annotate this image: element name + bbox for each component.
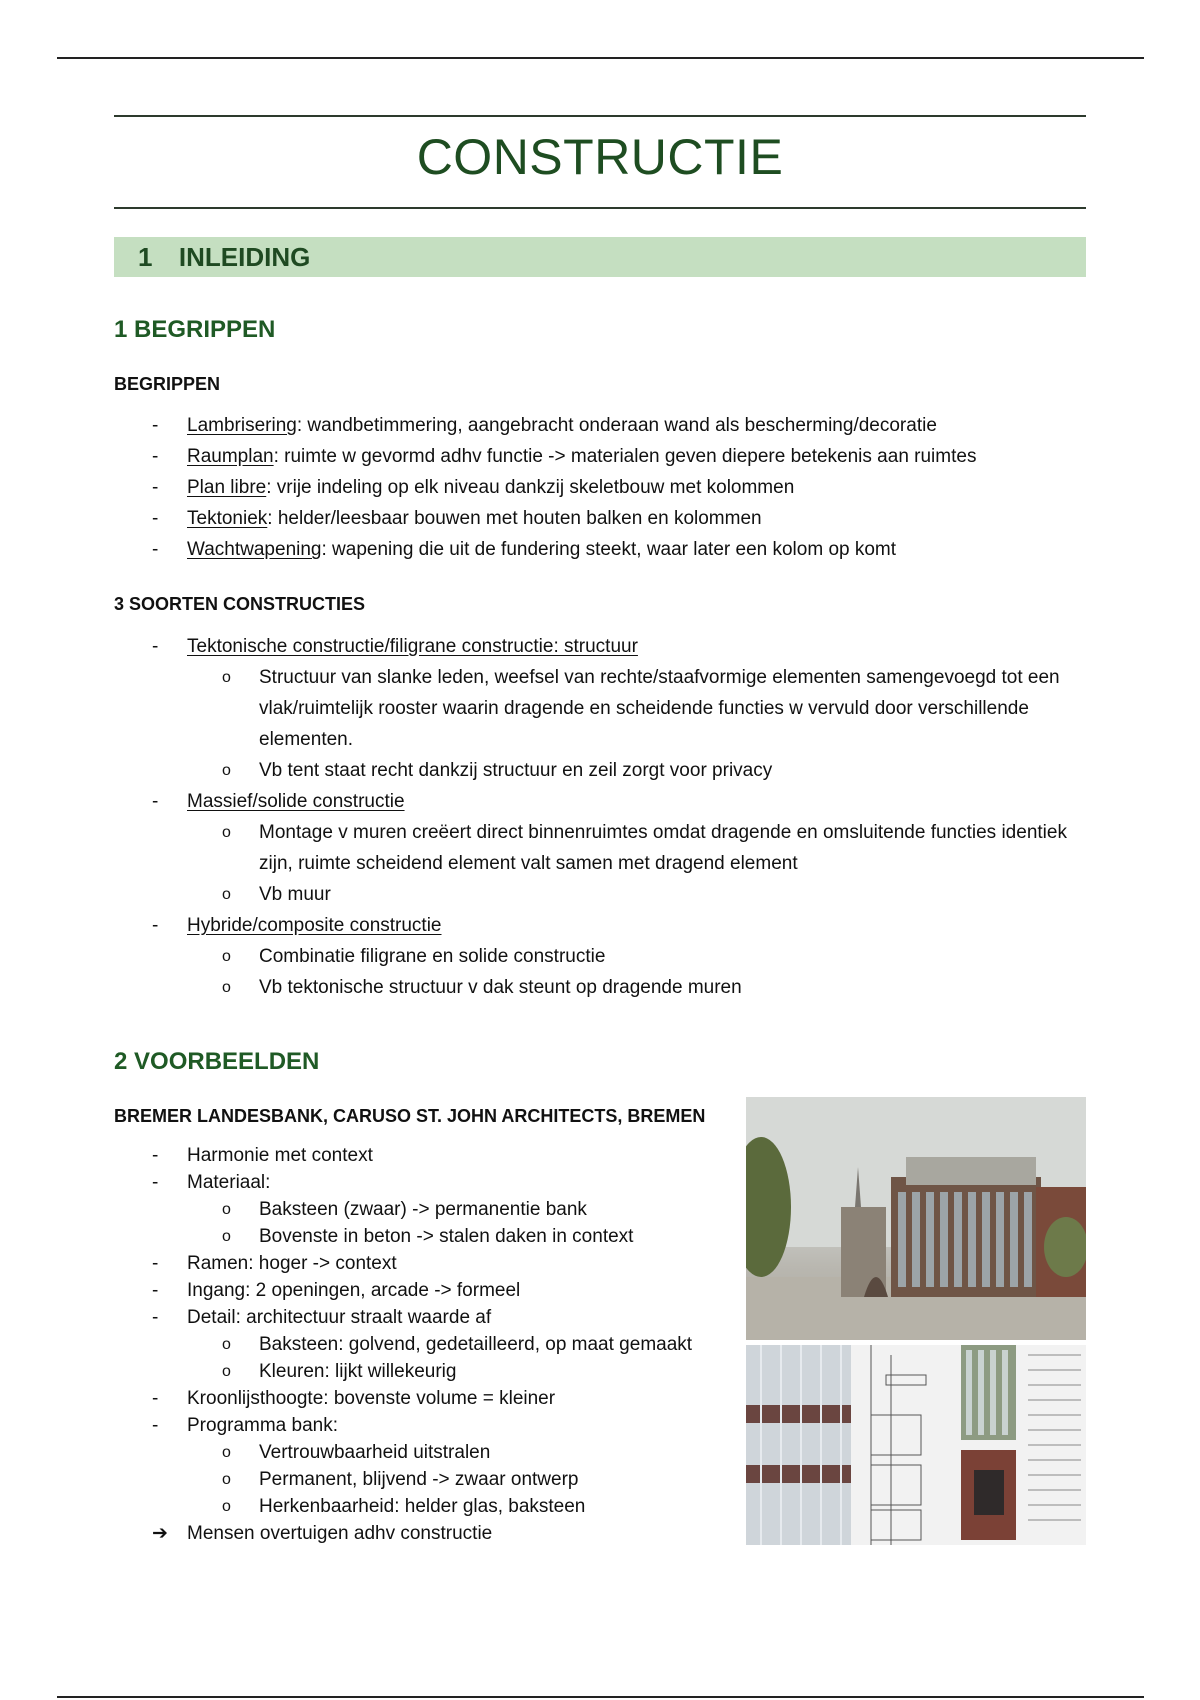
section-heading-inleiding xyxy=(114,237,1086,277)
definition: : ruimte w gevormd adhv functie -> materialen geven diepere betekenis aan ruimtes xyxy=(273,446,977,467)
item-text xyxy=(187,472,1086,503)
circle-bullet: o xyxy=(222,1336,231,1353)
conclusion-item xyxy=(114,1520,734,1547)
construction-type: Tektonische constructie/filigrane constructie: structuur xyxy=(187,636,638,657)
definition: : wandbetimmering, aangebracht onderaan wand als bescherming/decoratie xyxy=(296,415,937,436)
item-text xyxy=(187,534,1086,565)
definition: : wapening die uit de fundering steekt, waar later een kolom op komt xyxy=(321,539,897,560)
list-item xyxy=(114,786,1086,910)
list-item xyxy=(114,1385,734,1412)
page-top-rule xyxy=(57,57,1144,59)
dash-bullet: - xyxy=(152,1253,159,1274)
dash-bullet: - xyxy=(152,1415,159,1436)
sub-list-item xyxy=(114,879,1086,910)
sub-list-item xyxy=(114,972,1086,1003)
sub-list-item xyxy=(114,1223,734,1250)
sub-item-text: Bovenste in beton -> stalen daken in context xyxy=(259,1226,634,1247)
sub-list xyxy=(114,662,1086,786)
sub-item-text: Vb muur xyxy=(259,884,331,905)
circle-bullet: o xyxy=(222,948,231,965)
term: Tektoniek xyxy=(187,508,268,529)
construction-type: Hybride/composite constructie xyxy=(187,915,442,936)
sub-list-item xyxy=(114,941,1086,972)
sub-item-text: Kleuren: lijkt willekeurig xyxy=(259,1361,457,1382)
dash-bullet: - xyxy=(152,791,159,812)
sub-list xyxy=(114,817,1086,910)
dash-bullet: - xyxy=(152,1280,159,1301)
sub-list xyxy=(114,941,1086,1003)
conclusion-text: Mensen overtuigen adhv constructie xyxy=(187,1523,493,1544)
sub-item-text: Vb tent staat recht dankzij structuur en zeil zorgt voor privacy xyxy=(259,760,773,781)
item-text: Ingang: 2 openingen, arcade -> formeel xyxy=(187,1280,521,1301)
subheading-begrippen: BEGRIPPEN xyxy=(114,374,221,394)
sub-list-item xyxy=(114,1466,734,1493)
dash-bullet: - xyxy=(152,636,159,657)
circle-bullet: o xyxy=(222,1471,231,1488)
sub-list-item xyxy=(114,1358,734,1385)
list-item xyxy=(114,1142,734,1169)
heading-begrippen: 1 BEGRIPPEN xyxy=(114,316,276,343)
dash-bullet: - xyxy=(152,1172,159,1193)
sub-list-item xyxy=(114,1196,734,1223)
subheading-soorten: 3 SOORTEN CONSTRUCTIES xyxy=(114,594,366,614)
item-title xyxy=(187,910,1086,941)
document-title: CONSTRUCTIE xyxy=(416,129,784,185)
sub-item-text: Baksteen (zwaar) -> permanentie bank xyxy=(259,1199,587,1220)
item-title xyxy=(187,786,1086,817)
term: Plan libre xyxy=(187,477,267,498)
sub-list xyxy=(114,1331,734,1385)
section-number: 1 xyxy=(138,241,153,272)
begrippen-list xyxy=(114,410,1086,565)
item-text: Detail: architectuur straalt waarde af xyxy=(187,1307,492,1328)
sub-list xyxy=(114,1196,734,1250)
sub-item-text: Vb tektonische structuur v dak steunt op dragende muren xyxy=(259,977,742,998)
sub-list-item xyxy=(114,817,1086,879)
dash-bullet: - xyxy=(152,915,159,936)
list-item xyxy=(114,503,1086,534)
circle-bullet: o xyxy=(222,1498,231,1515)
title-rule-top xyxy=(114,115,1086,117)
dash-bullet: - xyxy=(152,415,159,436)
building-photo xyxy=(746,1097,1086,1340)
list-item xyxy=(114,534,1086,565)
definition: : vrije indeling op elk niveau dankzij skeletbouw met kolommen xyxy=(266,477,795,498)
term: Wachtwapening xyxy=(187,539,322,560)
arrow-icon: ➔ xyxy=(152,1523,168,1544)
circle-bullet: o xyxy=(222,979,231,996)
sub-item-text: Vertrouwbaarheid uitstralen xyxy=(259,1442,491,1463)
item-title xyxy=(187,631,1086,662)
item-text: Materiaal: xyxy=(187,1172,271,1193)
list-item xyxy=(114,410,1086,441)
sub-item-text: Baksteen: golvend, gedetailleerd, op maat gemaakt xyxy=(259,1334,693,1355)
list-item xyxy=(114,1250,734,1277)
sub-item-text: Montage v muren creëert direct binnenruimtes omdat dragende en omsluitende functies identiek zijn, ruimte scheidend element valt samen met dragend element xyxy=(259,822,1067,874)
item-text: Harmonie met context xyxy=(187,1145,373,1166)
circle-bullet: o xyxy=(222,1363,231,1380)
circle-bullet: o xyxy=(222,1228,231,1245)
dash-bullet: - xyxy=(152,477,159,498)
item-text xyxy=(187,410,1086,441)
list-item xyxy=(114,441,1086,472)
term: Raumplan xyxy=(187,446,274,467)
circle-bullet: o xyxy=(222,762,231,779)
sub-item-text: Herkenbaarheid: helder glas, baksteen xyxy=(259,1496,586,1517)
sub-item-text: Combinatie filigrane en solide constructie xyxy=(259,946,606,967)
sub-list-item xyxy=(114,1439,734,1466)
construction-type: Massief/solide constructie xyxy=(187,791,405,812)
list-item xyxy=(114,1304,734,1385)
dash-bullet: - xyxy=(152,1307,159,1328)
section-label: INLEIDING xyxy=(178,241,311,272)
sub-list-item xyxy=(114,1331,734,1358)
list-item xyxy=(114,1169,734,1250)
definition: : helder/leesbaar bouwen met houten balken en kolommen xyxy=(267,508,762,529)
sub-list-item xyxy=(114,755,1086,786)
facade-detail-drawings xyxy=(746,1345,1086,1545)
page-bottom-rule xyxy=(57,1696,1144,1698)
dash-bullet: - xyxy=(152,1388,159,1409)
sub-item-text: Structuur van slanke leden, weefsel van rechte/staafvormige elementen samengevoegd tot een vlak/ruimtelijk rooster waarin dragende en scheidende functies w vervuld door verschillende elementen. xyxy=(259,667,1060,750)
sub-list-item xyxy=(114,662,1086,755)
list-item xyxy=(114,472,1086,503)
dash-bullet: - xyxy=(152,446,159,467)
heading-voorbeelden: 2 VOORBEELDEN xyxy=(114,1048,320,1075)
circle-bullet: o xyxy=(222,669,231,686)
item-text xyxy=(187,441,1086,472)
soorten-list xyxy=(114,631,1086,1003)
list-item xyxy=(114,910,1086,1003)
subheading-bremer: BREMER LANDESBANK, CARUSO ST. JOHN ARCHITECTS, BREMEN xyxy=(114,1106,706,1126)
dash-bullet: - xyxy=(152,539,159,560)
item-text: Ramen: hoger -> context xyxy=(187,1253,397,1274)
dash-bullet: - xyxy=(152,508,159,529)
item-text xyxy=(187,503,1086,534)
circle-bullet: o xyxy=(222,886,231,903)
list-item xyxy=(114,1412,734,1520)
sub-item-text: Permanent, blijvend -> zwaar ontwerp xyxy=(259,1469,579,1490)
sub-list xyxy=(114,1439,734,1520)
sub-list-item xyxy=(114,1493,734,1520)
circle-bullet: o xyxy=(222,1444,231,1461)
circle-bullet: o xyxy=(222,824,231,841)
term: Lambrisering xyxy=(187,415,297,436)
title-rule-bottom xyxy=(114,207,1086,209)
list-item xyxy=(114,631,1086,786)
circle-bullet: o xyxy=(222,1201,231,1218)
item-text: Kroonlijsthoogte: bovenste volume = kleiner xyxy=(187,1388,556,1409)
bremer-list xyxy=(114,1142,734,1547)
list-item xyxy=(114,1277,734,1304)
item-text: Programma bank: xyxy=(187,1415,339,1436)
dash-bullet: - xyxy=(152,1145,159,1166)
